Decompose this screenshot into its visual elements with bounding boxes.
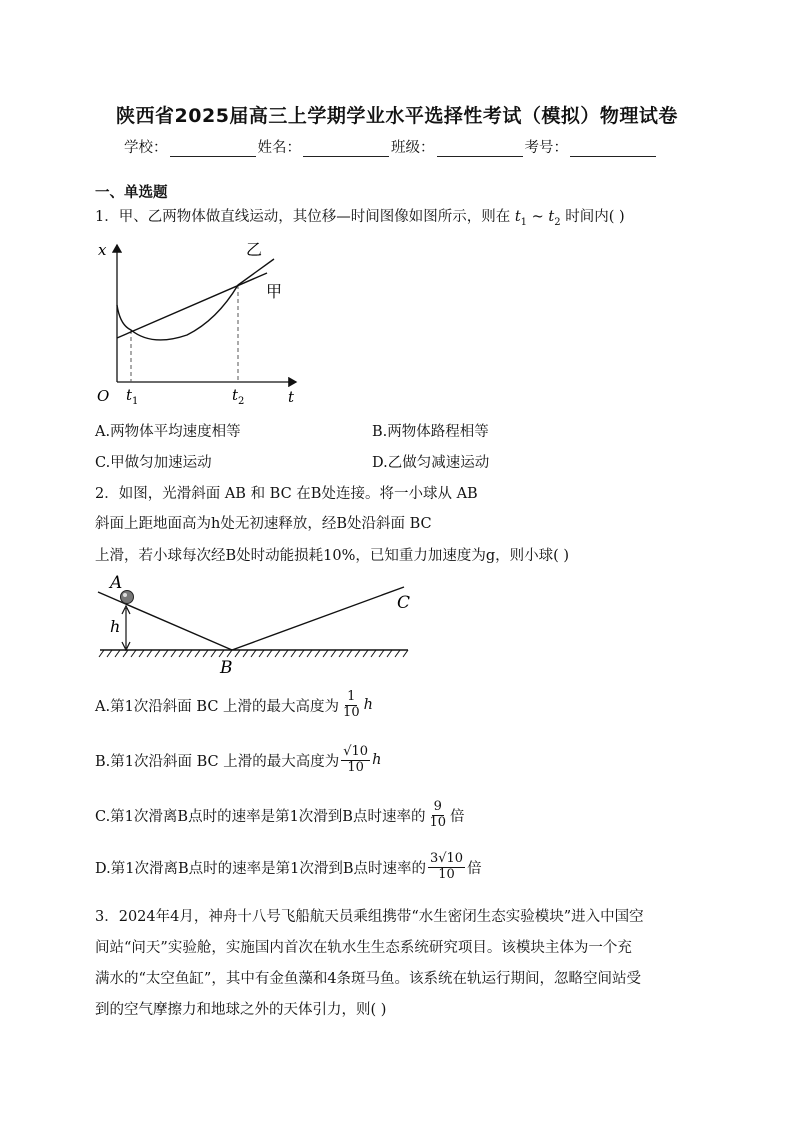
q1-option-d[interactable]: D.乙做匀减速运动 [372,455,490,471]
label-b: B [220,658,233,678]
t2-label [232,386,244,407]
t1-label-sub: 1 [132,396,139,407]
q3-stem-line3: 满水的“太空鱼缸”，其中有金鱼藻和4条斑马鱼。该系统在轨运行期间，忽略空间站受 [95,971,642,987]
t-axis-label: t [288,388,295,406]
label-c: C [397,593,411,613]
school-label: 学校： [124,140,168,156]
q2-option-d-text: D.第1次滑离B点时的速率是第1次滑到B点时速率的 [95,860,426,877]
q2-option-b-text: B.第1次沿斜面 BC 上滑的最大高度为 [95,753,340,770]
q1-t2: t [548,209,555,225]
t2-label-sub: 2 [238,396,245,407]
yi-label: 乙 [246,240,263,259]
label-h: h [110,617,121,636]
origin-label: O [97,387,110,405]
q1-stem [95,205,625,228]
ground-hatching [99,650,408,657]
frac-denominator: 10 [347,759,364,775]
q2-option-b-fraction [341,745,370,776]
q1-t2-sub: 2 [554,216,561,228]
frac-numerator: 3√10 [429,851,464,866]
q1-option-c[interactable]: C.甲做匀加速运动 [95,455,212,471]
q3-stem-line1: 3．2024年4月，神舟十八号飞船航天员乘组携带“水生密闭生态实验模块”进入中国空 [95,909,644,925]
q2-option-c-fraction [427,800,448,831]
q2-option-d-tail: 倍 [467,860,482,877]
name-blank[interactable] [303,140,389,157]
q2-option-c-text: C.第1次滑离B点时的速率是第1次滑到B点时速率的 [95,808,426,825]
jia-label: 甲 [266,282,283,301]
exam-title: 陕西省2025届高三上学期学业水平选择性考试（模拟）物理试卷 [116,105,678,127]
frac-denominator: 10 [438,866,455,882]
q2-option-a[interactable] [95,690,373,721]
q1-t1: t [514,209,521,225]
frac-denominator: 10 [429,814,446,830]
q2-option-d-fraction [428,852,465,883]
frac-numerator: 9 [433,799,442,814]
q1-tilde: ~ [531,209,544,225]
q2-option-c[interactable] [95,800,465,831]
frac-denominator: 10 [343,704,360,720]
q2-option-a-fraction [341,690,362,721]
q2-incline-figure [92,570,422,680]
x-axis-label: x [98,241,107,259]
class-blank[interactable] [437,140,523,157]
q1-option-a[interactable]: A.两物体平均速度相等 [95,424,241,440]
q2-stem-line3: 上滑，若小球每次经B处时动能损耗10%，已知重力加速度为g，则小球( ) [95,548,570,564]
q2-stem-line2: 斜面上距地面高为h处无初速释放，经B处沿斜面 BC [95,516,432,532]
t2-label-t: t [232,386,239,404]
frac-numerator: 1 [347,689,356,704]
school-blank[interactable] [170,140,256,157]
t1-label-t: t [126,386,133,404]
q2-option-b[interactable] [95,745,381,776]
q1-t1-sub: 1 [520,216,528,228]
number-label: 考号： [524,140,568,156]
q2-option-d[interactable] [95,852,482,883]
ball-highlight [123,593,127,597]
t1-label [126,386,138,407]
section-heading: 一、单选题 [95,185,168,201]
frac-numerator: √10 [343,744,369,759]
q1-option-b[interactable]: B.两物体路程相等 [372,424,489,440]
q2-option-b-tail: h [372,752,382,769]
ball [121,591,134,604]
jia-line [117,273,267,338]
q1-stem-text: 1．甲、乙两物体做直线运动，其位移—时间图像如图所示，则在 [95,209,511,225]
q2-option-c-tail: 倍 [450,808,465,825]
number-blank[interactable] [570,140,656,157]
q2-option-a-tail: h [363,697,373,714]
q1-xt-graph [92,235,307,410]
incline-bc [232,587,404,650]
label-a: A [110,573,123,593]
student-info-row [124,136,658,157]
q1-stem-tail: 时间内( ) [565,209,625,225]
name-label: 姓名： [257,140,301,156]
q3-stem-line4: 到的空气摩擦力和地球之外的天体引力，则( ) [95,1002,387,1018]
q2-option-a-text: A.第1次沿斜面 BC 上滑的最大高度为 [95,698,340,715]
q2-stem-line1: 2．如图，光滑斜面 AB 和 BC 在B处连接。将一小球从 AB [95,486,478,502]
q3-stem-line2: 间站“问天”实验舱，实施国内首次在轨水生生态系统研究项目。该模块主体为一个充 [95,940,632,956]
class-label: 班级： [391,140,435,156]
